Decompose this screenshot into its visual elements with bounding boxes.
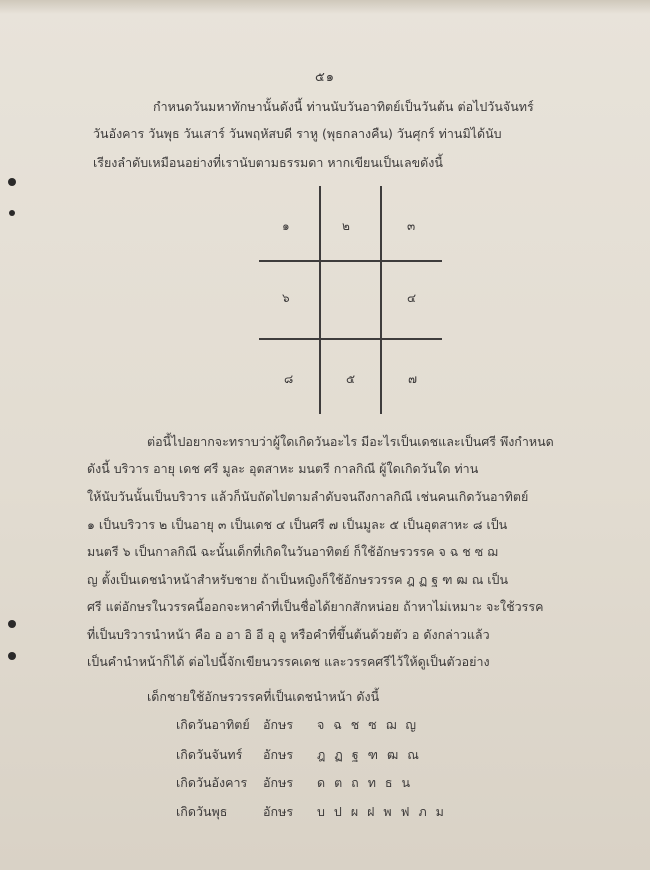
- paragraph2-line: ต่อนี้ไปอยากจะทราบว่าผู้ใดเกิดวันอะไร มีอะไรเป็นเดชและเป็นศรี พึงกำหนด: [147, 434, 554, 449]
- grid-vertical-line: [380, 186, 382, 414]
- example-day: เกิดวันอาทิตย์: [176, 717, 250, 732]
- example-intro: เด็กชายใช้อักษรวรรคที่เป็นเดชนำหน้า ดังนี้: [147, 689, 380, 704]
- example-letters: ฎ ฏ ฐ ฑ ฒ ณ: [317, 747, 419, 762]
- grid-cell: ๘: [284, 372, 294, 386]
- page-number: ๕๑: [314, 70, 336, 85]
- example-letters-label: อักษร: [263, 747, 294, 762]
- grid-horizontal-line: [259, 338, 442, 340]
- binding-hole: [9, 210, 15, 216]
- grid-cell: ๕: [346, 372, 356, 386]
- paragraph1-line: เรียงลำดับเหมือนอย่างที่เรานับตามธรรมดา หากเขียนเป็นเลขดังนี้: [93, 155, 443, 170]
- binding-hole: [8, 620, 16, 628]
- grid-cell: ๖: [282, 291, 290, 305]
- paragraph2-line: เป็นคำนำหน้าก็ได้ ต่อไปนี้จักเขียนวรรคเดช และวรรคศรีไว้ให้ดูเป็นตัวอย่าง: [87, 654, 490, 669]
- binding-hole: [8, 652, 16, 660]
- paragraph2-line: ที่เป็นบริวารนำหน้า คือ อ อา อิ อี อุ อู หรือคำที่ขึ้นต้นด้วยตัว อ ดังกล่าวแล้ว: [87, 627, 490, 642]
- example-letters: ด ต ถ ท ธ น: [317, 775, 411, 790]
- grid-cell: ๑: [282, 219, 290, 233]
- example-letters-label: อักษร: [263, 717, 294, 732]
- paragraph2-line: ให้นับวันนั้นเป็นบริวาร แล้วก็นับถัดไปตามลำดับจนถึงกาลกิณี เช่นคนเกิดวันอาทิตย์: [87, 489, 529, 504]
- example-letters-label: อักษร: [263, 775, 294, 790]
- binding-hole: [8, 178, 16, 186]
- paragraph2-line: ๑ เป็นบริวาร ๒ เป็นอายุ ๓ เป็นเดช ๔ เป็นศรี ๗ เป็นมูละ ๕ เป็นอุตสาหะ ๘ เป็น: [87, 517, 508, 532]
- paragraph2-line: ดังนี้ บริวาร อายุ เดช ศรี มูละ อุตสาหะ มนตรี กาลกิณี ผู้ใดเกิดวันใด ท่าน: [87, 461, 479, 476]
- paragraph2-line: มนตรี ๖ เป็นกาลกิณี ฉะนั้นเด็กที่เกิดในวันอาทิตย์ ก็ใช้อักษรวรรค จ ฉ ช ซ ฌ: [87, 544, 498, 559]
- paragraph1-line: กำหนดวันมหาทักษานั้นดังนี้ ท่านนับวันอาทิตย์เป็นวันต้น ต่อไปวันจันทร์: [153, 99, 534, 114]
- example-day: เกิดวันพุธ: [176, 804, 228, 819]
- paragraph1-line: วันอังคาร วันพุธ วันเสาร์ วันพฤหัสบดี ราหู (พุธกลางคืน) วันศุกร์ ท่านมิได้นับ: [93, 126, 502, 141]
- page-top-shadow: [0, 0, 650, 14]
- grid-vertical-line: [319, 186, 321, 414]
- example-letters-label: อักษร: [263, 804, 294, 819]
- example-letters: จ ฉ ช ซ ฌ ญ: [317, 717, 417, 732]
- grid-cell: ๒: [342, 219, 350, 233]
- paragraph2-line: ญ ตั้งเป็นเดชนำหน้าสำหรับชาย ถ้าเป็นหญิงก็ใช้อักษรวรรค ฎ ฏ ฐ ฑ ฒ ณ เป็น: [87, 572, 509, 587]
- grid-cell: ๗: [408, 372, 418, 386]
- example-day: เกิดวันจันทร์: [176, 747, 243, 762]
- paragraph2-line: ศรี แต่อักษรในวรรคนี้ออกจะหาคำที่เป็นชื่อได้ยากสักหน่อย ถ้าหาไม่เหมาะ จะใช้วรรค: [87, 599, 544, 614]
- grid-horizontal-line: [259, 260, 442, 262]
- grid-cell: ๓: [407, 219, 416, 233]
- example-day: เกิดวันอังคาร: [176, 775, 248, 790]
- example-letters: บ ป ผ ฝ พ ฟ ภ ม: [317, 804, 444, 819]
- grid-cell: ๔: [407, 291, 417, 305]
